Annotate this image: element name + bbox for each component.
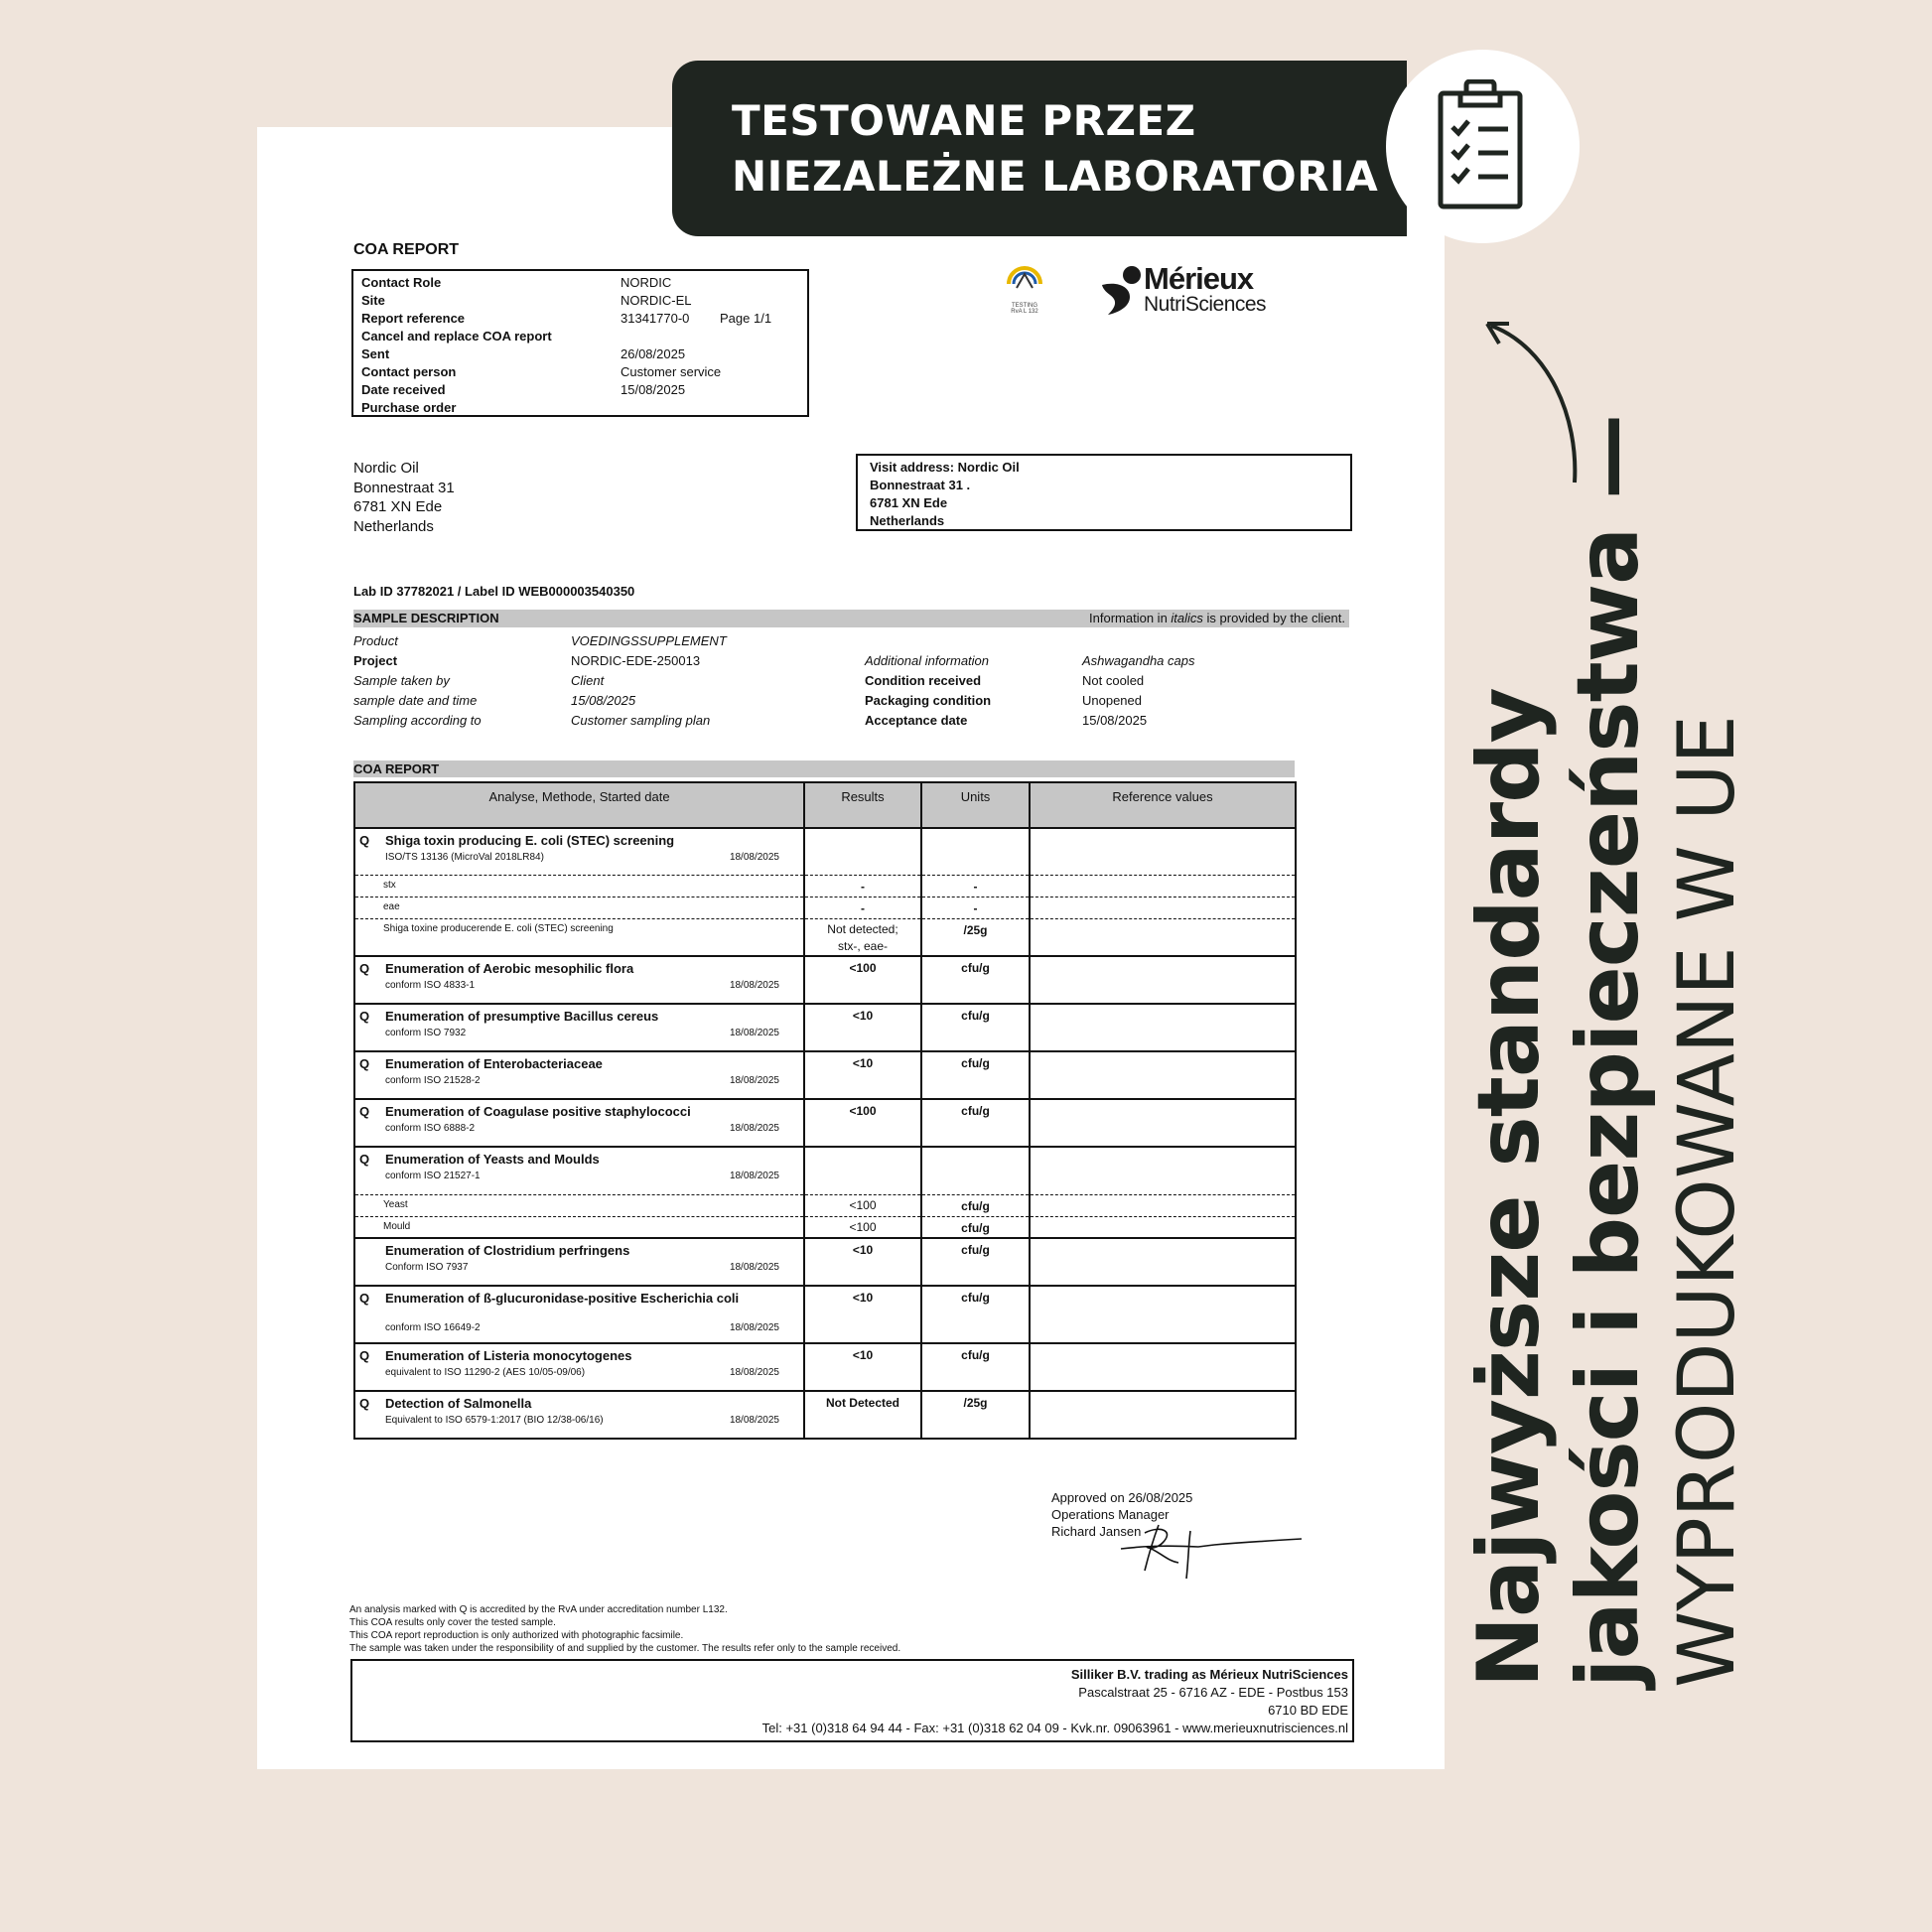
analysis-cell	[354, 1216, 804, 1238]
analysis-date: 18/08/2025	[729, 1028, 779, 1038]
coa-report-bar	[353, 760, 1295, 777]
unit-cell	[921, 918, 1030, 956]
sample-label: Product	[353, 633, 398, 648]
result-cell	[804, 1004, 921, 1051]
analysis-cell	[354, 1194, 804, 1216]
clipboard-checklist-icon	[1437, 79, 1524, 210]
sample-label: Project	[353, 653, 398, 668]
unit-cell	[921, 1194, 1030, 1216]
rva-line1: TESTING	[1011, 303, 1037, 309]
analysis-method: Conform ISO 7937	[385, 1262, 469, 1273]
unit-cell	[921, 897, 1030, 918]
client-address	[353, 459, 455, 536]
sample-value: 15/08/2025	[1082, 713, 1148, 728]
accreditation-mark: Q	[359, 1009, 370, 1024]
sample-description-title: SAMPLE DESCRIPTION	[353, 611, 499, 625]
analysis-name: Enumeration of Aerobic mesophilic flora	[385, 961, 634, 976]
sample-value: NORDIC-EDE-250013	[571, 653, 701, 668]
header-label: Purchase order	[361, 400, 457, 415]
accreditation-mark: Q	[359, 1348, 370, 1363]
sample-value: Not cooled	[1082, 673, 1145, 688]
footnotes	[349, 1603, 900, 1655]
result-cell	[804, 1391, 921, 1439]
unit-cell	[921, 1391, 1030, 1439]
header-label: Contact Role	[361, 275, 442, 290]
unit-value: cfu/g	[961, 1243, 990, 1257]
analysis-date: 18/08/2025	[729, 980, 779, 991]
footnote-line: The sample was taken under the responsibility of and supplied by the customer. The results refer only to the sample received.	[349, 1643, 901, 1654]
table-row	[354, 1343, 1296, 1391]
table-row	[354, 1216, 1296, 1238]
analysis-date: 18/08/2025	[729, 1075, 779, 1086]
sample-label: Sampling according to	[353, 713, 482, 728]
analysis-name: Enumeration of ß-glucuronidase-positive Escherichia coli	[385, 1291, 740, 1306]
reference-cell	[1030, 1194, 1296, 1216]
analysis-method: ISO/TS 13136 (MicroVal 2018LR84)	[385, 852, 544, 863]
sample-label: Additional information	[865, 653, 990, 668]
accreditation-mark: Q	[359, 1291, 370, 1306]
page-label: Page 1/1	[720, 311, 772, 326]
side-line3: WYPRODUKOWANE W UE	[1663, 715, 1752, 1688]
result-cell	[804, 918, 921, 956]
sample-value: Client	[571, 673, 605, 688]
visit-address-line: Visit address: Nordic Oil	[870, 460, 1020, 475]
analysis-method: conform ISO 4833-1	[385, 980, 476, 991]
reference-cell	[1030, 1343, 1296, 1391]
column-header-reference: Reference values	[1030, 782, 1296, 828]
rva-logo	[1005, 262, 1054, 322]
approval-date: Approved on 26/08/2025	[1051, 1490, 1193, 1505]
merieux-brand-sub: NutriSciences	[1144, 293, 1267, 316]
report-title: COA REPORT	[353, 241, 460, 258]
unit-value: cfu/g	[961, 1198, 990, 1213]
unit-value: -	[973, 879, 978, 894]
sub-analysis: Yeast	[383, 1198, 408, 1210]
table-row	[354, 1194, 1296, 1216]
unit-cell	[921, 1343, 1030, 1391]
header-label: Sent	[361, 346, 390, 361]
unit-value: cfu/g	[961, 1220, 990, 1235]
table-row	[354, 1391, 1296, 1439]
unit-cell	[921, 1051, 1030, 1099]
company-postcode: 6710 BD EDE	[1268, 1703, 1348, 1718]
result-cell	[804, 1194, 921, 1216]
analysis-name: Enumeration of Listeria monocytogenes	[385, 1348, 632, 1363]
analysis-cell	[354, 1004, 804, 1051]
result-value: <100	[849, 961, 877, 975]
analysis-method: conform ISO 16649-2	[385, 1322, 481, 1333]
unit-cell	[921, 828, 1030, 875]
italics-note-italic: italics	[1171, 611, 1203, 625]
analysis-name: Detection of Salmonella	[385, 1396, 532, 1411]
lab-id: Lab ID 37782021 / Label ID WEB000003540350	[353, 584, 635, 599]
unit-cell	[921, 1216, 1030, 1238]
sample-label: sample date and time	[353, 693, 478, 708]
merieux-logo	[1100, 259, 1299, 319]
visit-address-line: 6781 XN Ede	[870, 495, 948, 510]
table-row	[354, 1147, 1296, 1194]
sample-label: Acceptance date	[865, 713, 968, 728]
result-cell	[804, 1051, 921, 1099]
sample-label: Sample taken by	[353, 673, 450, 688]
analysis-cell	[354, 1147, 804, 1194]
result-value-2: stx-, eae-	[837, 938, 888, 953]
analysis-cell	[354, 1343, 804, 1391]
analysis-method: conform ISO 21528-2	[385, 1075, 481, 1086]
table-row	[354, 1004, 1296, 1051]
result-cell	[804, 956, 921, 1004]
sub-analysis: Mould	[383, 1220, 411, 1232]
italics-note-pre: Information in	[1089, 611, 1172, 625]
unit-cell	[921, 1099, 1030, 1147]
accreditation-mark: Q	[359, 1152, 370, 1167]
analysis-date: 18/08/2025	[729, 1123, 779, 1134]
analysis-date: 18/08/2025	[729, 1322, 779, 1333]
analysis-cell	[354, 875, 804, 897]
sample-value: Unopened	[1082, 693, 1142, 708]
unit-value: cfu/g	[961, 1104, 990, 1118]
result-value: <10	[852, 1056, 874, 1070]
result-value: <10	[852, 1243, 874, 1257]
result-cell	[804, 1286, 921, 1343]
table-row	[354, 1286, 1296, 1343]
result-cell	[804, 897, 921, 918]
sub-analysis: eae	[383, 900, 400, 912]
analysis-name: Enumeration of Enterobacteriaceae	[385, 1056, 603, 1071]
result-cell	[804, 828, 921, 875]
reference-cell	[1030, 1286, 1296, 1343]
signature-icon	[1119, 1521, 1308, 1585]
approval-name: Richard Jansen	[1051, 1524, 1142, 1539]
coa-results-table	[353, 781, 1297, 1440]
sample-value: Customer sampling plan	[571, 713, 711, 728]
header-value: NORDIC-EL	[621, 293, 692, 308]
analysis-name: Enumeration of Yeasts and Moulds	[385, 1152, 600, 1167]
rva-emblem-icon	[1005, 262, 1044, 298]
footnote-line: An analysis marked with Q is accredited by the RvA under accreditation number L132.	[349, 1604, 728, 1615]
unit-cell	[921, 1147, 1030, 1194]
analysis-name: Enumeration of Clostridium perfringens	[385, 1243, 630, 1258]
unit-value: cfu/g	[961, 1009, 990, 1023]
unit-cell	[921, 1004, 1030, 1051]
side-tagline	[1459, 397, 1752, 1688]
table-row	[354, 828, 1296, 875]
sub-analysis: Shiga toxine producerende E. coli (STEC) screening	[383, 922, 614, 934]
unit-cell	[921, 875, 1030, 897]
table-row	[354, 918, 1296, 956]
client-address-line: Netherlands	[353, 517, 434, 535]
result-cell	[804, 1147, 921, 1194]
unit-value: cfu/g	[961, 961, 990, 975]
analysis-date: 18/08/2025	[729, 1262, 779, 1273]
reference-cell	[1030, 1147, 1296, 1194]
analysis-cell	[354, 1238, 804, 1286]
header-value: 15/08/2025	[621, 382, 686, 397]
client-address-line: Bonnestraat 31	[353, 479, 455, 496]
table-row	[354, 875, 1296, 897]
unit-cell	[921, 1238, 1030, 1286]
client-address-line: Nordic Oil	[353, 460, 419, 477]
analysis-date: 18/08/2025	[729, 1171, 779, 1181]
unit-value: -	[973, 900, 978, 915]
report-header-box	[351, 269, 809, 417]
result-value: Not detected;	[827, 921, 898, 936]
result-value: <10	[852, 1009, 874, 1023]
analysis-method: conform ISO 6888-2	[385, 1123, 476, 1134]
banner-line2: NIEZALEŻNE LABORATORIA	[732, 152, 1379, 201]
visit-address-box	[856, 454, 1352, 531]
accreditation-mark: Q	[359, 1396, 370, 1411]
analysis-name: Enumeration of Coagulase positive staphylococci	[385, 1104, 691, 1119]
analysis-name: Enumeration of presumptive Bacillus cereus	[385, 1009, 659, 1024]
reference-cell	[1030, 1216, 1296, 1238]
reference-cell	[1030, 875, 1296, 897]
footnote-line: This COA report reproduction is only authorized with photographic facsimile.	[349, 1630, 684, 1641]
analysis-cell	[354, 1391, 804, 1439]
coa-document	[257, 127, 1445, 1769]
rva-line2: RvA L 132	[1011, 309, 1038, 315]
analysis-date: 18/08/2025	[729, 1367, 779, 1378]
italics-note	[1089, 611, 1345, 625]
client-address-line: 6781 XN Ede	[353, 498, 443, 515]
unit-cell	[921, 1286, 1030, 1343]
result-value: -	[861, 900, 865, 915]
result-value: -	[861, 879, 865, 894]
unit-value: /25g	[963, 922, 988, 937]
table-row	[354, 1099, 1296, 1147]
header-value: 26/08/2025	[621, 346, 686, 361]
analysis-cell	[354, 956, 804, 1004]
result-value: <100	[849, 1219, 877, 1234]
reference-cell	[1030, 1238, 1296, 1286]
reference-cell	[1030, 1051, 1296, 1099]
reference-cell	[1030, 956, 1296, 1004]
banner-line1: TESTOWANE PRZEZ	[732, 96, 1196, 145]
visit-address-line: Netherlands	[870, 513, 945, 528]
sample-label: Packaging condition	[865, 693, 992, 708]
header-label: Cancel and replace COA report	[361, 329, 552, 344]
table-row	[354, 897, 1296, 918]
header-label: Contact person	[361, 364, 457, 379]
analysis-cell	[354, 1051, 804, 1099]
analysis-method: conform ISO 21527-1	[385, 1171, 481, 1181]
table-row	[354, 1051, 1296, 1099]
sample-value: Ashwagandha caps	[1082, 653, 1195, 668]
result-value: <100	[849, 1104, 877, 1118]
table-row	[354, 956, 1296, 1004]
result-value: <10	[852, 1348, 874, 1362]
banner	[672, 61, 1407, 236]
unit-value: /25g	[963, 1396, 988, 1410]
company-footer	[350, 1659, 1354, 1742]
header-label: Report reference	[361, 311, 466, 326]
result-cell	[804, 1099, 921, 1147]
table-row	[354, 1238, 1296, 1286]
analysis-cell	[354, 1099, 804, 1147]
merieux-brand: Mérieux	[1144, 261, 1254, 296]
clipboard-badge	[1386, 50, 1580, 243]
analysis-cell	[354, 828, 804, 875]
unit-cell	[921, 956, 1030, 1004]
header-value: NORDIC	[621, 275, 672, 290]
accreditation-mark: Q	[359, 1104, 370, 1119]
analysis-date: 18/08/2025	[729, 1415, 779, 1426]
unit-value: cfu/g	[961, 1291, 990, 1305]
reference-cell	[1030, 828, 1296, 875]
reference-cell	[1030, 918, 1296, 956]
accreditation-mark: Q	[359, 833, 370, 848]
analysis-method: Equivalent to ISO 6579-1:2017 (BIO 12/38-06/16)	[385, 1415, 604, 1426]
footnote-line: This COA results only cover the tested sample.	[349, 1617, 556, 1628]
reference-cell	[1030, 1099, 1296, 1147]
accreditation-mark: Q	[359, 961, 370, 976]
analysis-method: conform ISO 7932	[385, 1028, 467, 1038]
sample-value: 15/08/2025	[571, 693, 636, 708]
analysis-date: 18/08/2025	[729, 852, 779, 863]
reference-cell	[1030, 897, 1296, 918]
unit-value: cfu/g	[961, 1056, 990, 1070]
sub-analysis: stx	[383, 879, 396, 891]
side-line2: jakości i bezpieczeństwa —	[1559, 414, 1658, 1688]
merieux-mark-icon	[1100, 263, 1144, 317]
analysis-cell	[354, 918, 804, 956]
analysis-cell	[354, 897, 804, 918]
analysis-method: equivalent to ISO 11290-2 (AES 10/05-09/06)	[385, 1367, 586, 1378]
company-name: Silliker B.V. trading as Mérieux NutriSciences	[1070, 1667, 1348, 1682]
reference-cell	[1030, 1391, 1296, 1439]
header-value: 31341770-0	[621, 311, 690, 326]
company-address: Pascalstraat 25 - 6716 AZ - EDE - Postbus 153	[1078, 1685, 1348, 1700]
column-header-results: Results	[804, 782, 921, 828]
sample-value: VOEDINGSSUPPLEMENT	[571, 633, 727, 648]
result-value: Not Detected	[825, 1396, 899, 1410]
analysis-name: Shiga toxin producing E. coli (STEC) screening	[385, 833, 675, 848]
unit-value: cfu/g	[961, 1348, 990, 1362]
side-line1: Najwyższe standardy	[1459, 688, 1559, 1688]
company-contact: Tel: +31 (0)318 64 94 44 - Fax: +31 (0)318 62 04 09 - Kvk.nr. 09063961 - www.merieuxnutrisciences.nl	[761, 1721, 1348, 1735]
result-cell	[804, 1238, 921, 1286]
column-header-analysis: Analyse, Methode, Started date	[354, 782, 804, 828]
column-header-units: Units	[921, 782, 1030, 828]
result-value: <10	[852, 1291, 874, 1305]
result-value: <100	[849, 1197, 877, 1212]
visit-address-line: Bonnestraat 31 .	[870, 478, 971, 492]
header-label: Date received	[361, 382, 446, 397]
accreditation-mark: Q	[359, 1056, 370, 1071]
approval-role: Operations Manager	[1051, 1507, 1170, 1522]
result-cell	[804, 1343, 921, 1391]
analysis-cell	[354, 1286, 804, 1343]
result-cell	[804, 875, 921, 897]
italics-note-post: is provided by the client.	[1202, 611, 1345, 625]
header-value: Customer service	[621, 364, 722, 379]
sample-description-bar	[353, 610, 1349, 627]
header-label: Site	[361, 293, 385, 308]
sample-label: Condition received	[865, 673, 982, 688]
result-cell	[804, 1216, 921, 1238]
coa-report-subtitle: COA REPORT	[353, 761, 440, 776]
reference-cell	[1030, 1004, 1296, 1051]
